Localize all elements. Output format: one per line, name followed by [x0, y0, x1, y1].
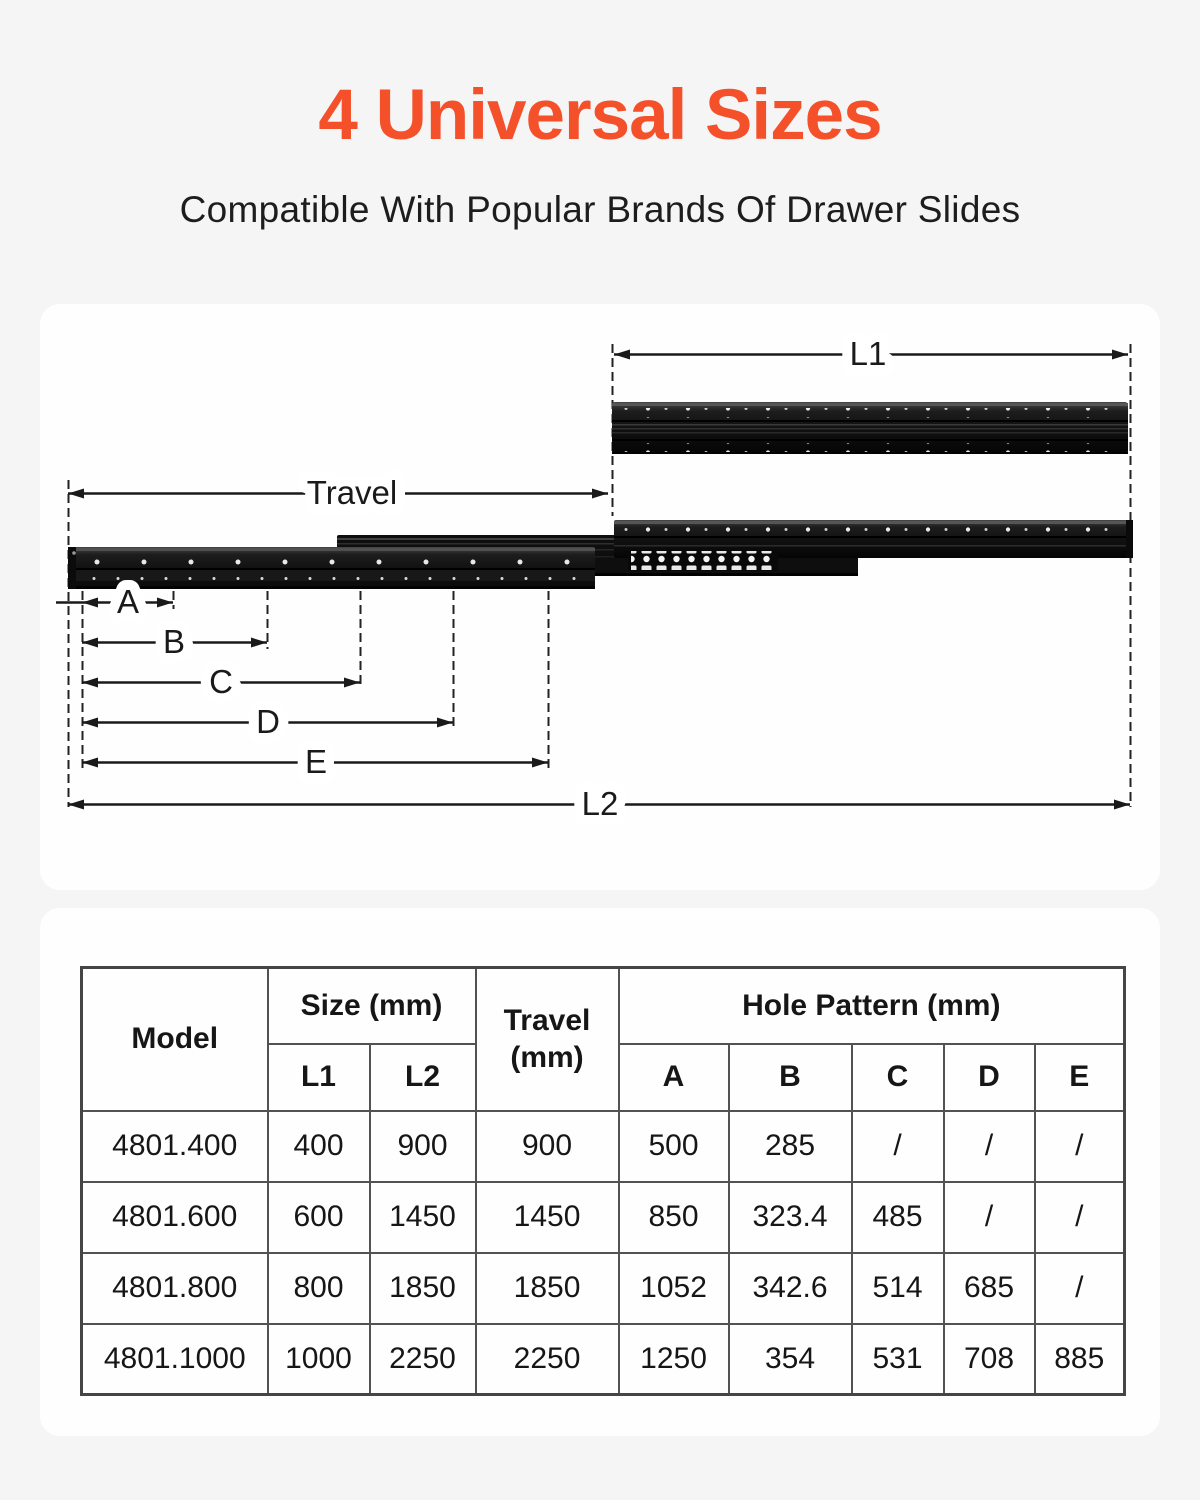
- cell-c: /: [852, 1111, 944, 1182]
- table-row: [82, 1182, 1125, 1253]
- col-header-model: Model: [82, 968, 268, 1111]
- cell-l1: 800: [268, 1253, 370, 1324]
- col-header-e: E: [1035, 1044, 1125, 1111]
- col-header-c: C: [852, 1044, 944, 1111]
- dim-label-a: A: [116, 583, 140, 620]
- dim-label-l1: L1: [849, 335, 887, 372]
- col-header-travel: [476, 968, 619, 1111]
- dim-label-l2: L2: [581, 785, 619, 822]
- cell-l2: 2250: [370, 1324, 476, 1395]
- col-header-l2: L2: [370, 1044, 476, 1111]
- cell-b: 342.6: [729, 1253, 852, 1324]
- slide-dimension-diagram: [40, 304, 1160, 890]
- cell-e: /: [1035, 1111, 1125, 1182]
- col-header-travel-line1: Travel: [503, 1003, 591, 1037]
- cell-d: /: [944, 1111, 1035, 1182]
- dim-label-d: D: [256, 703, 280, 740]
- cell-l2: 900: [370, 1111, 476, 1182]
- cell-l1: 1000: [268, 1324, 370, 1395]
- cell-travel: 1850: [476, 1253, 619, 1324]
- col-header-a: A: [619, 1044, 729, 1111]
- col-header-hole-pattern-group: Hole Pattern (mm): [619, 968, 1125, 1044]
- col-header-l1: L1: [268, 1044, 370, 1111]
- cell-a: 500: [619, 1111, 729, 1182]
- extended-slide-illustration: [68, 520, 1133, 589]
- closed-slide-illustration: [612, 402, 1128, 454]
- cell-a: 1052: [619, 1253, 729, 1324]
- cell-d: 708: [944, 1324, 1035, 1395]
- cell-l2: 1450: [370, 1182, 476, 1253]
- table-row: [82, 1253, 1125, 1324]
- cell-travel: 2250: [476, 1324, 619, 1395]
- table-row: [82, 1324, 1125, 1395]
- cell-b: 323.4: [729, 1182, 852, 1253]
- page-subtitle: Compatible With Popular Brands Of Drawer Slides: [179, 189, 1021, 230]
- cell-model: 4801.1000: [82, 1324, 268, 1395]
- dim-label-c: C: [209, 663, 233, 700]
- col-header-b: B: [729, 1044, 852, 1111]
- cell-d: /: [944, 1182, 1035, 1253]
- cell-e: 885: [1035, 1324, 1125, 1395]
- cell-c: 531: [852, 1324, 944, 1395]
- dim-label-e: E: [304, 743, 328, 780]
- cell-model: 4801.600: [82, 1182, 268, 1253]
- dim-label-travel: Travel: [306, 474, 398, 511]
- cell-model: 4801.800: [82, 1253, 268, 1324]
- cell-a: 850: [619, 1182, 729, 1253]
- cell-a: 1250: [619, 1324, 729, 1395]
- cell-travel: 1450: [476, 1182, 619, 1253]
- cell-e: /: [1035, 1182, 1125, 1253]
- spec-table: [80, 966, 1126, 1396]
- spec-table-card: [40, 908, 1160, 1436]
- diagram-card: [40, 304, 1160, 890]
- cell-c: 514: [852, 1253, 944, 1324]
- cell-l1: 600: [268, 1182, 370, 1253]
- table-row: [82, 1111, 1125, 1182]
- cell-model: 4801.400: [82, 1111, 268, 1182]
- col-header-size-group: Size (mm): [268, 968, 476, 1044]
- cell-e: /: [1035, 1253, 1125, 1324]
- cell-travel: 900: [476, 1111, 619, 1182]
- cell-c: 485: [852, 1182, 944, 1253]
- dim-label-b: B: [162, 623, 186, 660]
- col-header-travel-line2: (mm): [510, 1041, 584, 1075]
- page-title: 4 Universal Sizes: [318, 76, 882, 155]
- cell-b: 354: [729, 1324, 852, 1395]
- cell-b: 285: [729, 1111, 852, 1182]
- cell-l1: 400: [268, 1111, 370, 1182]
- col-header-d: D: [944, 1044, 1035, 1111]
- header-row-groups: [82, 968, 1125, 1044]
- cell-l2: 1850: [370, 1253, 476, 1324]
- cell-d: 685: [944, 1253, 1035, 1324]
